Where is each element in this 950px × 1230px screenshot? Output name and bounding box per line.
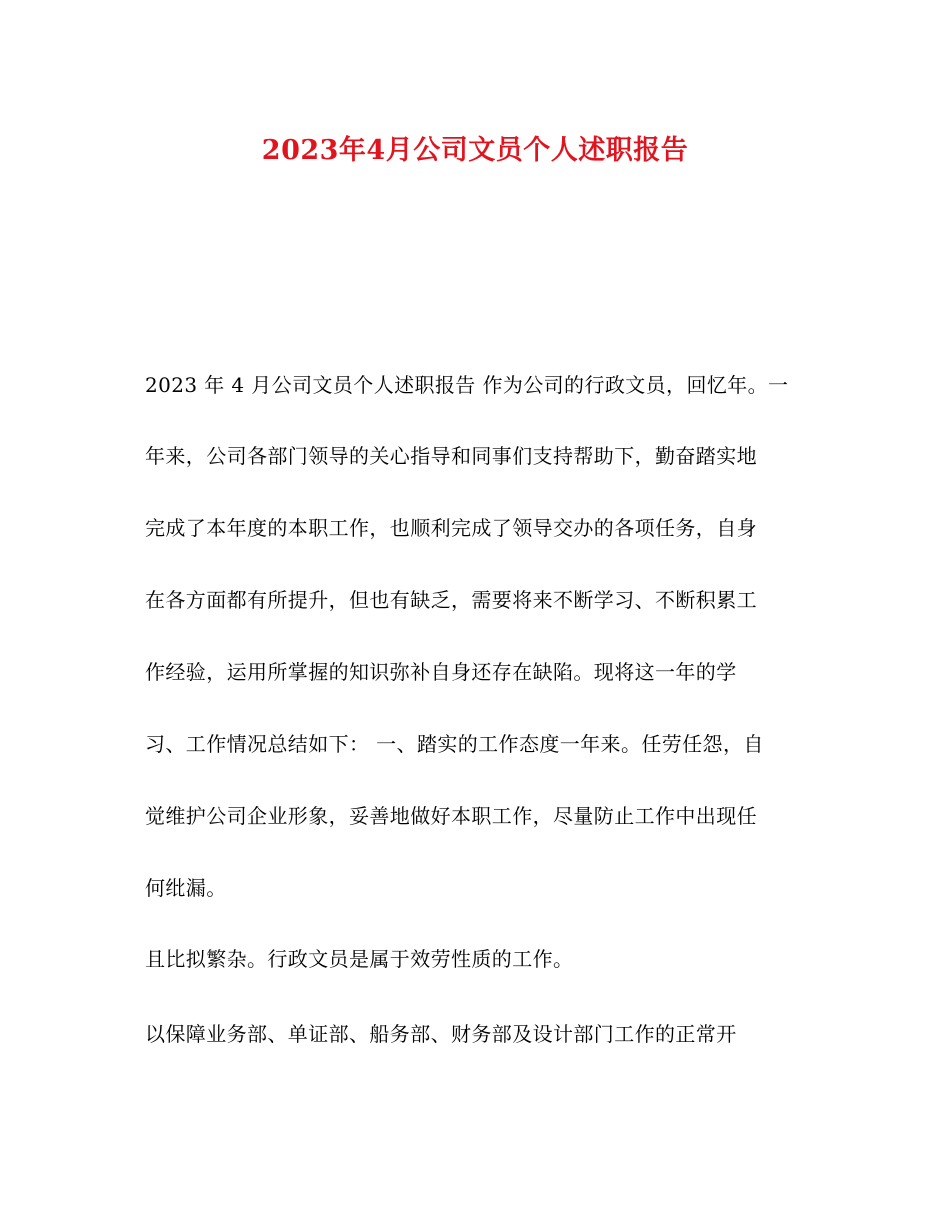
body-line-1: 2023 年 4 月公司文员个人述职报告 作为公司的行政文员，回忆年。一 [145,373,789,397]
body-line-4: 在各方面都有所提升，但也有缺乏，需要将来不断学习、不断积累工 [145,588,757,612]
document-title: 2023年4月公司文员个人述职报告 [261,135,689,166]
body-line-7: 觉维护公司企业形象，妥善地做好本职工作，尽量防止工作中出现任 [145,804,757,828]
body-line-5: 作经验，运用所掌握的知识弥补自身还存在缺陷。现将这一年的学 [145,660,737,684]
body-line-8: 何纰漏。 [145,876,227,900]
body-line-6: 习、工作情况总结如下： 一、踏实的工作态度一年来。任劳任怨，自 [145,732,764,756]
body-line-10: 以保障业务部、单证部、船务部、财务部及设计部门工作的正常开 [145,1022,737,1046]
body-line-2: 年来，公司各部门领导的关心指导和同事们支持帮助下，勤奋踏实地 [145,444,757,468]
body-line-3: 完成了本年度的本职工作，也顺利完成了领导交办的各项任务，自身 [145,516,757,540]
body-line-9: 且比拟繁杂。行政文员是属于效劳性质的工作。 [145,947,574,971]
